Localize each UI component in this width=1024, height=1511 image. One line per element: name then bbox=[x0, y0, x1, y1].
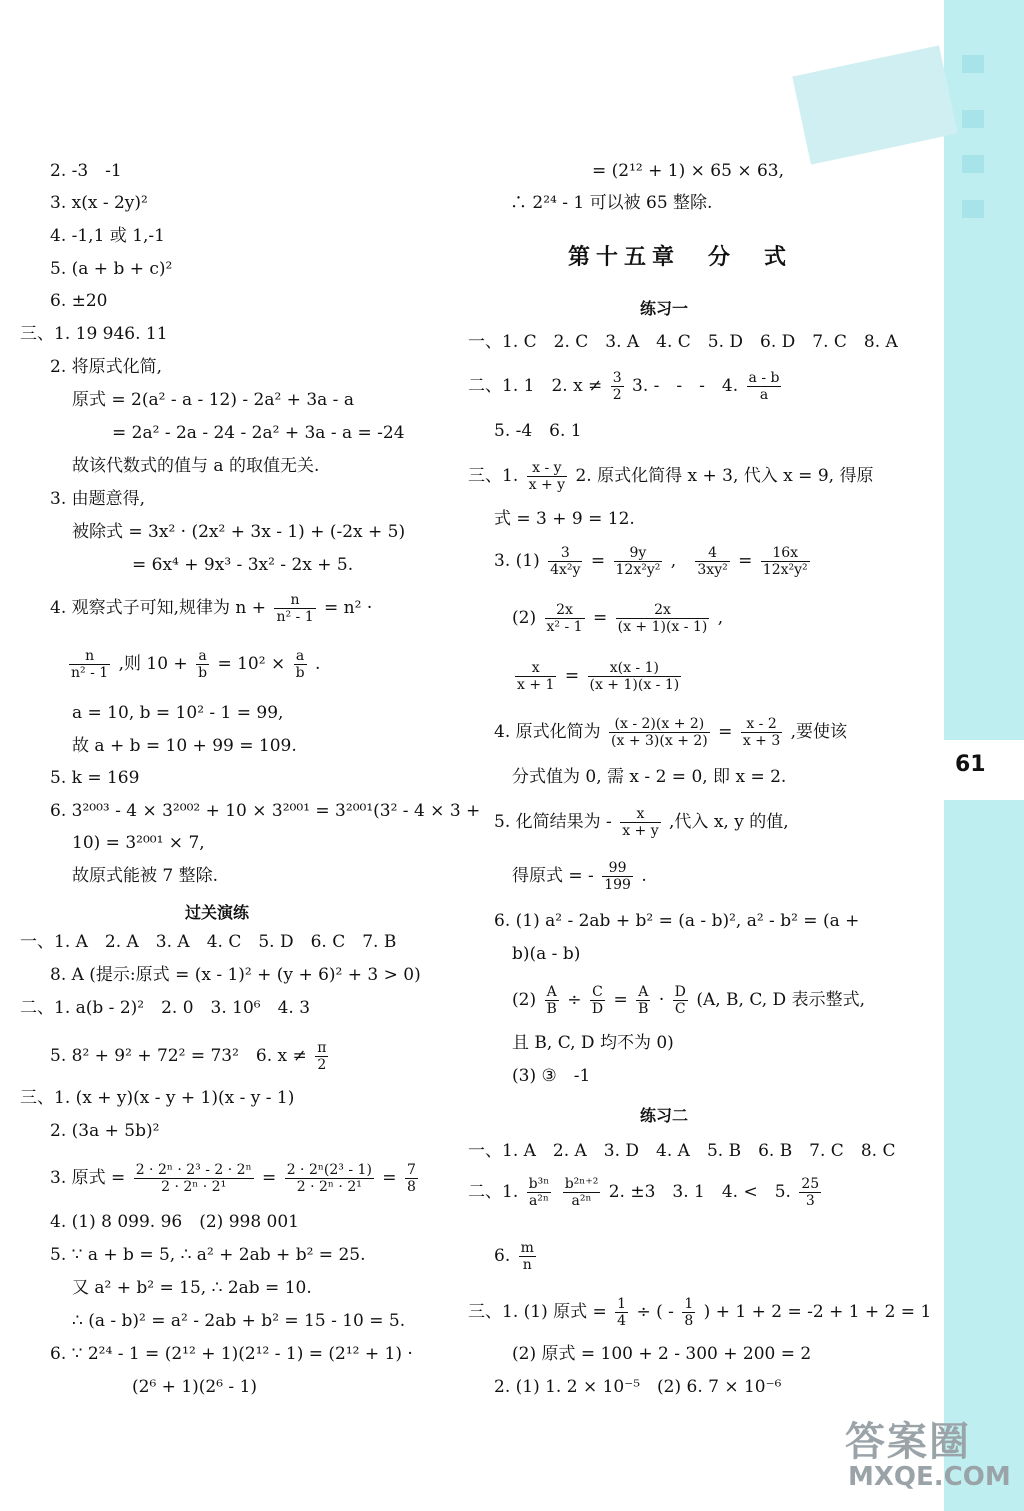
answer-line bbox=[50, 1040, 331, 1073]
answer-line: 6. 3²⁰⁰³ - 4 × 3²⁰⁰² + 10 × 3²⁰⁰¹ = 3²⁰⁰¹(3² - 4 × 3 + bbox=[50, 801, 481, 821]
answer-line: = (2¹² + 1) × 65 × 63, bbox=[592, 161, 784, 181]
answer-line: $\frac{x}{x + 1}$ = $\frac{x(x - 1)}{(x + 1)(x - 1)}$ bbox=[517, 660, 680, 693]
answer-line: 4. 原式化简为 $\frac{(x - 2)(x + 2)}{(x + 3)(x + 2)}$ = $\frac{x - 2}{x + 3}$ ,要使该 bbox=[494, 716, 848, 749]
answer-line bbox=[494, 1240, 539, 1273]
fraction: $\frac{a}{b}$ bbox=[198, 648, 208, 681]
answer-line: 3. (1) $\frac{3}{\text{4x²y}}$ = $\frac{9y}{\text{12x²y²}}$ , $\frac{4}{\text{3xy²}}$ = $\frac{16x}{\text{12x²y²}}$ bbox=[494, 545, 808, 578]
fraction: $\frac{m}{n}$ bbox=[520, 1240, 534, 1273]
fraction: $\frac{1}{8}$ bbox=[684, 1296, 694, 1329]
answer-line: 且 B, C, D 均不为 0) bbox=[512, 1033, 674, 1053]
section-heading: 过关演练 bbox=[185, 903, 250, 922]
section-line: 一、1. A 2. A 3. D 4. A 5. B 6. B 7. C 8. C bbox=[468, 1141, 896, 1161]
watermark-logo: 答案圈 bbox=[845, 1419, 971, 1465]
answer-line: 3. 由题意得, bbox=[50, 489, 146, 509]
fraction: $\frac{99}{199}$ bbox=[604, 860, 631, 893]
fraction: $\frac{16x}{\text{12x²y²}}$ bbox=[762, 545, 808, 578]
text: 5. 化简结果为 - bbox=[494, 812, 612, 832]
text: ,则 10 + bbox=[118, 654, 188, 674]
answer-line: = 2a² - 2a - 24 - 2a² + 3a - a = -24 bbox=[112, 423, 405, 443]
fraction: $\frac{25}{3}$ bbox=[801, 1176, 820, 1209]
answer-line: a = 10, b = 10² - 1 = 99, bbox=[72, 703, 284, 723]
answer-line: 故该代数式的值与 a 的取值无关. bbox=[72, 456, 320, 476]
page-number: 61 bbox=[955, 752, 986, 777]
fraction: $\frac{\text{2 · 2ⁿ · 2³ - 2 · 2ⁿ}}{\text{2 · 2ⁿ · 2¹}}$ bbox=[135, 1162, 252, 1195]
answer-line: 又 a² + b² = 15, ∴ 2ab = 10. bbox=[72, 1278, 312, 1298]
answer-line: (2) 原式 = 100 + 2 - 300 + 200 = 2 bbox=[512, 1344, 812, 1364]
fraction: $\frac{\text{b²ⁿ⁺²}}{\text{a²ⁿ}}$ bbox=[564, 1176, 599, 1209]
fraction: $\frac{n}{\text{n² - 1}}$ bbox=[276, 592, 314, 625]
fraction: $\frac{n}{\text{n² - 1}}$ bbox=[71, 648, 109, 681]
fraction: $\frac{\text{b³ⁿ}}{\text{a²ⁿ}}$ bbox=[528, 1176, 550, 1209]
answer-line: 2. -3 -1 bbox=[50, 161, 122, 181]
answer-line: 2. 将原式化简, bbox=[50, 357, 163, 377]
answer-line: 6. ∵ 2²⁴ - 1 = (2¹² + 1)(2¹² - 1) = (2¹² + 1) · bbox=[50, 1344, 413, 1364]
fraction: $\frac{(x - 2)(x + 2)}{(x + 3)(x + 2)}$ bbox=[611, 716, 708, 749]
text: 2. ±3 3. 1 4. < 5. bbox=[608, 1182, 791, 1202]
answer-line: 原式 = 2(a² - a - 12) - 2a² + 3a - a bbox=[72, 390, 354, 410]
decor-tick bbox=[962, 155, 984, 173]
fraction: $\frac{4}{\text{3xy²}}$ bbox=[697, 545, 728, 578]
answer-line: 3. x(x - 2y)² bbox=[50, 193, 148, 213]
section-line: 一、1. C 2. C 3. A 4. C 5. D 6. D 7. C 8. A bbox=[468, 332, 898, 352]
text: ,要使该 bbox=[790, 722, 848, 742]
watermark-site: MXQE.COM bbox=[848, 1462, 1011, 1492]
text: 三、1. bbox=[468, 466, 519, 486]
decor-band-bottom bbox=[944, 800, 1024, 1511]
text: 二、1. bbox=[468, 1182, 519, 1202]
fraction: $\frac{x(x - 1)}{(x + 1)(x - 1)}$ bbox=[589, 660, 680, 693]
chapter-title: 第十五章 分 式 bbox=[568, 244, 793, 270]
answer-line: 3. 原式 = $\frac{\text{2 · 2ⁿ · 2³ - 2 · 2ⁿ}}{\text{2 · 2ⁿ · 2¹}}$ = $\frac{\text{2 · 2ⁿ(2³ - 1)}}{\text{2 · 2ⁿ · 2¹}}$ = $\frac{7}{8}$ bbox=[50, 1162, 416, 1195]
answer-line: 8. A (提示:原式 = (x - 1)² + (y + 6)² + 3 > 0) bbox=[50, 965, 421, 985]
answer-line bbox=[66, 648, 320, 681]
text: = 10² × bbox=[217, 654, 286, 674]
answer-line: 4. (1) 8 099. 96 (2) 998 001 bbox=[50, 1212, 299, 1232]
decor-band-top bbox=[944, 0, 1024, 740]
fraction: $\frac{3}{2}$ bbox=[612, 370, 622, 403]
answer-line: 故 a + b = 10 + 99 = 109. bbox=[72, 736, 297, 756]
answer-line: (2) $\frac{A}{B}$ ÷ $\frac{C}{D}$ = $\frac{A}{B}$ · $\frac{D}{C}$ (A, B, C, D 表示整式, bbox=[512, 984, 865, 1017]
fraction: $\frac{\pi}{2}$ bbox=[317, 1040, 327, 1073]
decor-tick bbox=[962, 110, 984, 128]
fraction: $\frac{x - y}{x + y}$ bbox=[528, 460, 566, 493]
fraction: $\frac{x}{x + 1}$ bbox=[517, 660, 555, 693]
answer-line: ∴ (a - b)² = a² - 2ab + b² = 15 - 10 = 5. bbox=[72, 1311, 406, 1331]
answer-line: 被除式 = 3x² · (2x² + 3x - 1) + (-2x + 5) bbox=[72, 522, 406, 542]
answer-line: b)(a - b) bbox=[512, 944, 581, 964]
text: 6. bbox=[494, 1246, 511, 1266]
text: 2. 原式化简得 x + 3, 代入 x = 9, 得原 bbox=[575, 466, 874, 486]
answer-line: 故原式能被 7 整除. bbox=[72, 866, 219, 886]
fraction: $\frac{x}{x + y}$ bbox=[622, 806, 659, 839]
answer-line: 2. (3a + 5b)² bbox=[50, 1121, 160, 1141]
fraction: $\frac{7}{8}$ bbox=[406, 1162, 416, 1195]
answer-line: (2⁶ + 1)(2⁶ - 1) bbox=[132, 1377, 258, 1397]
answer-line: 5. k = 169 bbox=[50, 768, 140, 788]
text: + 1 + 2 = -2 + 1 + 2 = 1 bbox=[715, 1302, 932, 1322]
answer-line: 5. -4 6. 1 bbox=[494, 421, 582, 441]
section-line: 三、1. (1) 原式 = $\frac{1}{4}$ ÷ ( - $\frac{1}{8}$ ) + 1 + 2 = -2 + 1 + 2 = 1 bbox=[468, 1296, 932, 1329]
section-line bbox=[468, 460, 873, 493]
answer-line: 2. (1) 1. 2 × 10⁻⁵ (2) 6. 7 × 10⁻⁶ bbox=[494, 1377, 782, 1397]
text: = n² · bbox=[324, 598, 373, 618]
text: 3. - - - 4. bbox=[632, 376, 739, 396]
answer-line: 式 = 3 + 9 = 12. bbox=[494, 509, 635, 529]
answer-line: 10) = 3²⁰⁰¹ × 7, bbox=[72, 833, 205, 853]
section-line bbox=[468, 370, 784, 403]
fraction: $\frac{1}{4}$ bbox=[617, 1296, 627, 1329]
section-line: 一、1. A 2. A 3. A 4. C 5. D 6. C 7. B bbox=[20, 932, 397, 952]
decor-tick bbox=[962, 55, 984, 73]
text: (A, B, C, D 表示整式, bbox=[696, 990, 865, 1010]
fraction: $\frac{a}{b}$ bbox=[295, 648, 305, 681]
text: 3. (1) bbox=[494, 551, 540, 571]
fraction: $\frac{x - 2}{x + 3}$ bbox=[742, 716, 781, 749]
fraction: $\frac{A}{B}$ bbox=[638, 984, 649, 1017]
answer-line: 5. ∵ a + b = 5, ∴ a² + 2ab + b² = 25. bbox=[50, 1245, 366, 1265]
fraction: $\frac{A}{B}$ bbox=[546, 984, 557, 1017]
text: 4. 原式化简为 bbox=[494, 722, 601, 742]
fraction: $\frac{D}{C}$ bbox=[674, 984, 686, 1017]
answer-line bbox=[494, 806, 789, 839]
answer-line: ∴ 2²⁴ - 1 可以被 65 整除. bbox=[510, 193, 713, 213]
text: 3. 原式 = bbox=[50, 1168, 126, 1188]
answer-line: = 6x⁴ + 9x³ - 3x² - 2x + 5. bbox=[132, 555, 354, 575]
answer-line: 得原式 = - $\frac{99}{199}$ . bbox=[512, 860, 647, 893]
text: . bbox=[314, 654, 321, 674]
answer-line: 6. (1) a² - 2ab + b² = (a - b)², a² - b² = (a + bbox=[494, 911, 860, 931]
decor-tick bbox=[962, 200, 984, 218]
section-line: 二、1. a(b - 2)² 2. 0 3. 10⁶ 4. 3 bbox=[20, 998, 311, 1018]
text: (2) bbox=[512, 608, 537, 628]
section-line: 三、1. 19 946. 11 bbox=[20, 324, 168, 344]
text: 5. 8² + 9² + 72² = 73² 6. x ≠ bbox=[50, 1046, 307, 1066]
text: (2) bbox=[512, 990, 537, 1010]
text: 得原式 = - bbox=[512, 866, 594, 886]
text: 三、1. (1) 原式 = bbox=[468, 1302, 607, 1322]
text: 4. 观察式子可知,规律为 n + bbox=[50, 598, 267, 618]
section-line: 三、1. (x + y)(x - y + 1)(x - y - 1) bbox=[20, 1088, 295, 1108]
answer-line: 5. (a + b + c)² bbox=[50, 259, 173, 279]
exercise-heading: 练习一 bbox=[640, 299, 689, 318]
decor-flag bbox=[792, 45, 957, 164]
section-line bbox=[468, 1176, 824, 1209]
text: ,代入 x, y 的值, bbox=[669, 812, 789, 832]
answer-line: (3) ③ -1 bbox=[512, 1066, 591, 1086]
exercise-heading: 练习二 bbox=[640, 1106, 689, 1125]
fraction: $\frac{2x}{\text{x² - 1}}$ bbox=[546, 602, 583, 635]
answer-line bbox=[50, 592, 372, 625]
answer-line: (2) $\frac{2x}{\text{x² - 1}}$ = $\frac{2x}{(x + 1)(x - 1)}$ , bbox=[512, 602, 724, 635]
fraction: $\frac{3}{\text{4x²y}}$ bbox=[550, 545, 581, 578]
fraction: $\frac{9y}{\text{12x²y²}}$ bbox=[615, 545, 661, 578]
answer-line: 4. -1,1 或 1,-1 bbox=[50, 226, 165, 246]
answer-line: 6. ±20 bbox=[50, 291, 108, 311]
fraction: $\frac{\text{2 · 2ⁿ(2³ - 1)}}{\text{2 · 2ⁿ · 2¹}}$ bbox=[286, 1162, 372, 1195]
fraction: $\frac{a - b}{a}$ bbox=[748, 370, 780, 403]
text: 二、1. 1 2. x ≠ bbox=[468, 376, 603, 396]
fraction: $\frac{2x}{(x + 1)(x - 1)}$ bbox=[617, 602, 708, 635]
answer-line: 分式值为 0, 需 x - 2 = 0, 即 x = 2. bbox=[512, 767, 787, 787]
fraction: $\frac{C}{D}$ bbox=[591, 984, 604, 1017]
